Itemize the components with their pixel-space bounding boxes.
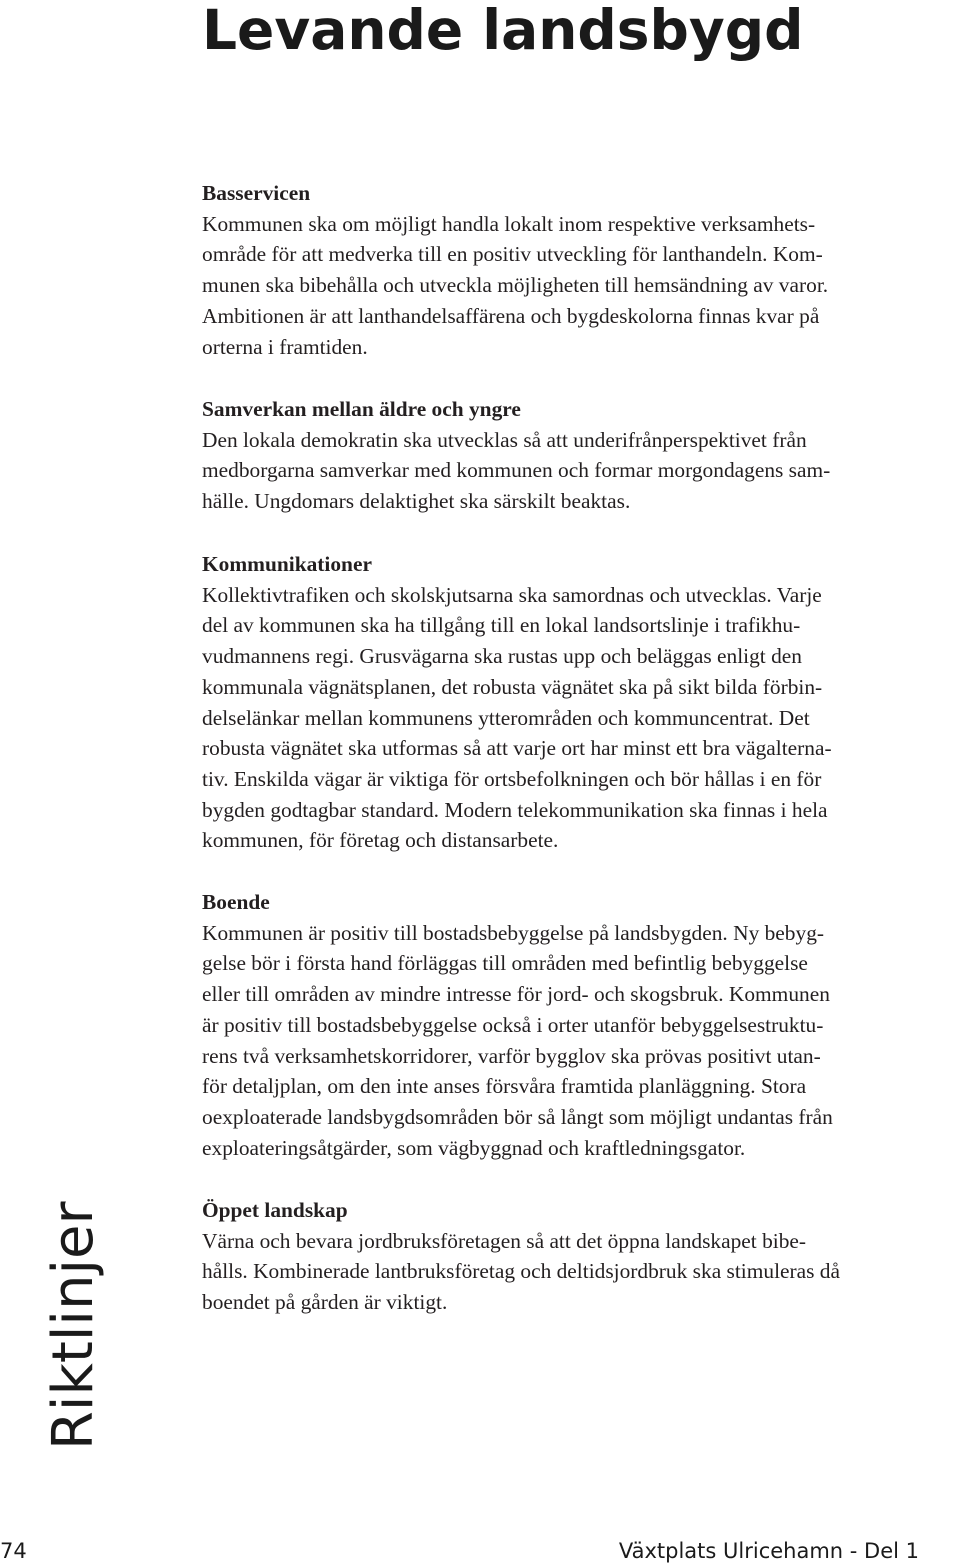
section-heading: Boende (202, 890, 270, 914)
section-kommunikationer (202, 549, 959, 856)
section-body: Kollektivtrafiken och skolskjutsarna ska samordnas och utvecklas. Varje del av kommunen ska ha tillgång till en lokal landsortslinje i trafikhu- vudmannens regi. Grusvägarna ska rustas upp och beläggas enligt den kommunala vägnätsplanen, det robusta vägnätet ska på sikt bilda förbin- delselänkar mellan kommunens ytterområden och kommuncentrat. Det robusta vägnätet ska utformas så att varje ort har minst ett bra vägalterna- tiv. Enskilda vägar är viktiga för ortsbefolkningen och bör hållas i en för bygden godtagbar standard. Modern telekommunikation ska finnas i hela kommunen, för företag och distansarbete. (202, 582, 832, 853)
section-body: Kommunen är positiv till bostadsbebyggelse på landsbygden. Ny bebyg- gelse bör i första hand förläggas till områden med befintlig bebyggelse eller till områden av mindre intresse för jord- och skogsbruk. Kommunen är positiv till bostadsbebyggelse också i orter utanför bebyggelsestruktu- rens två verksamhetskorridorer, varför bygglov ska prövas positivt utan- för detaljplan, om den inte anses försvåra framtida planläggning. Stora oexploaterade landsbygdsområden bör så långt som möjligt undantas från exploateringsåtgärder, som vägbyggnad och kraftledningsgator. (202, 920, 833, 1160)
section-body: Värna och bevara jordbruksföretagen så att det öppna landskapet bibe- hålls. Kombinerade lantbruksföretag och deltidsjordbruk ska stimuleras då boendet på gården är viktigt. (202, 1228, 840, 1315)
section-body: Kommunen ska om möjligt handla lokalt inom respektive verksamhets- område för att medverka till en positiv utveckling för lanthandeln. Kom- munen ska bibehålla och utveckla möjligheten till hemsändning av varor. Ambitionen är att lanthandelsaffärena och bygdeskolorna finnas kvar på orterna i framtiden. (202, 211, 829, 359)
section-heading: Basservicen (202, 181, 311, 205)
section-heading: Öppet landskap (202, 1198, 348, 1222)
section-basservicen (202, 178, 959, 362)
side-label: Riktlinjer (41, 1201, 106, 1450)
section-samverkan (202, 394, 959, 517)
section-body: Den lokala demokratin ska utvecklas så att underifrånperspektivet från medborgarna samverkar med kommunen och formar morgondagens sam- hälle. Ungdomars delaktighet ska särskilt beaktas. (202, 427, 831, 514)
section-oppet-landskap (202, 1195, 959, 1318)
page-number: 74 (0, 1539, 27, 1563)
footer-document-title: Växtplats Ulricehamn - Del 1 (618, 1539, 919, 1563)
page-title: Levande landsbygd (202, 0, 804, 62)
section-boende (202, 887, 959, 1163)
section-heading: Kommunikationer (202, 552, 372, 576)
section-heading: Samverkan mellan äldre och yngre (202, 397, 521, 421)
